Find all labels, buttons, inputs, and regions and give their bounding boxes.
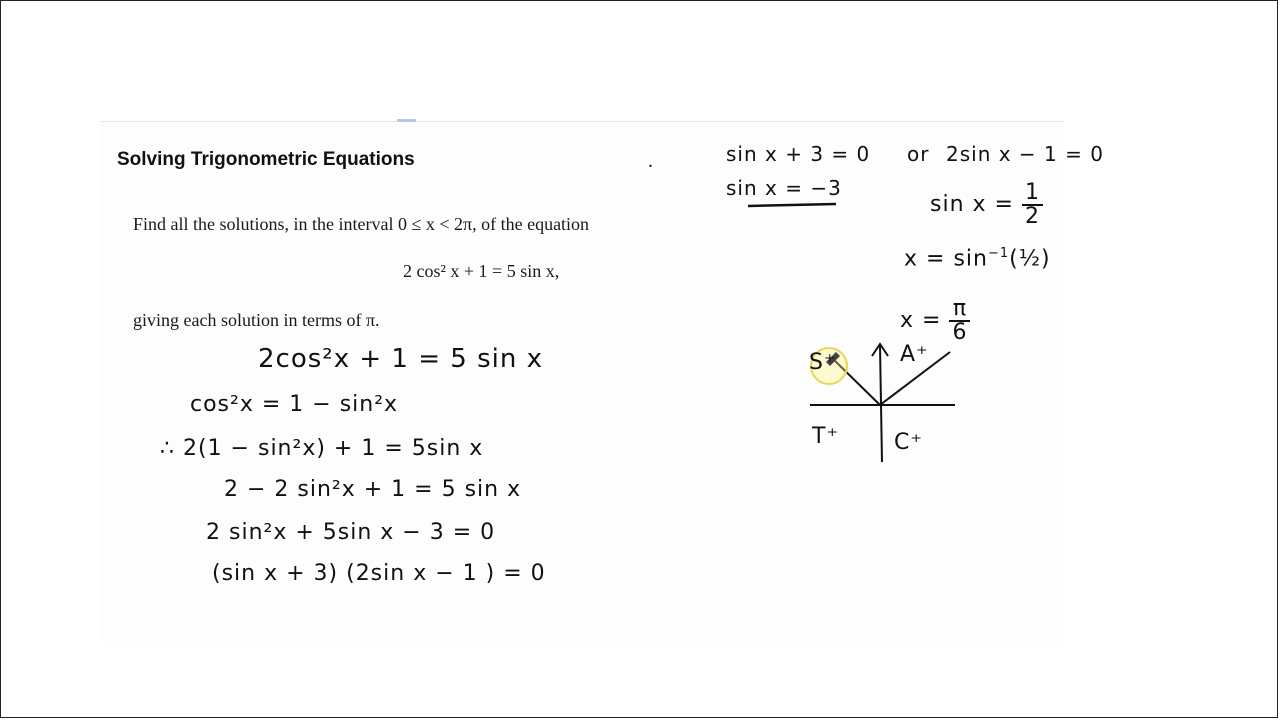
- cast-label-s: S⁺: [809, 350, 837, 375]
- working-line-3: ∴ 2(1 − sin²x) + 1 = 5sin x: [160, 436, 484, 461]
- instruction-footer: giving each solution in terms of π.: [133, 310, 380, 330]
- sin-half-lhs: sin x =: [930, 192, 1014, 217]
- inverse-lhs: x = sin: [904, 246, 988, 272]
- case1-equation: sin x + 3 = 0: [726, 142, 871, 166]
- pi-numerator: π: [949, 298, 970, 322]
- working-line-1: 2cos²x + 1 = 5 sin x: [258, 344, 543, 374]
- cast-label-a: A⁺: [900, 342, 929, 367]
- working-line-2: cos²x = 1 − sin²x: [190, 392, 399, 417]
- case1-underline: [748, 204, 836, 206]
- inverse-superscript: −1: [987, 246, 1010, 261]
- working-line-5: 2 sin²x + 5sin x − 3 = 0: [206, 520, 496, 545]
- or-word: or: [907, 142, 930, 166]
- case1-result: sin x = −3: [726, 176, 842, 200]
- working-line-4: 2 − 2 sin²x + 1 = 5 sin x: [224, 477, 522, 502]
- given-equation: 2 cos² x + 1 = 5 sin x,: [403, 261, 560, 281]
- half-denominator: 2: [1024, 204, 1040, 229]
- worksheet-title: Solving Trigonometric Equations: [117, 149, 415, 170]
- stray-dot: .: [648, 150, 653, 172]
- six-denominator: 6: [952, 320, 968, 345]
- instruction-text: Find all the solutions, in the interval 0 ≤ x < 2π, of the equation: [133, 214, 590, 234]
- half-numerator: 1: [1022, 182, 1043, 206]
- cast-label-c: C⁺: [894, 430, 923, 455]
- x-lhs: x =: [900, 308, 942, 333]
- cast-label-t: T⁺: [812, 424, 840, 449]
- case2-equation: 2sin x − 1 = 0: [946, 142, 1104, 166]
- inverse-argument: (½): [1009, 246, 1051, 272]
- working-line-6: (sin x + 3) (2sin x − 1 ) = 0: [212, 561, 546, 586]
